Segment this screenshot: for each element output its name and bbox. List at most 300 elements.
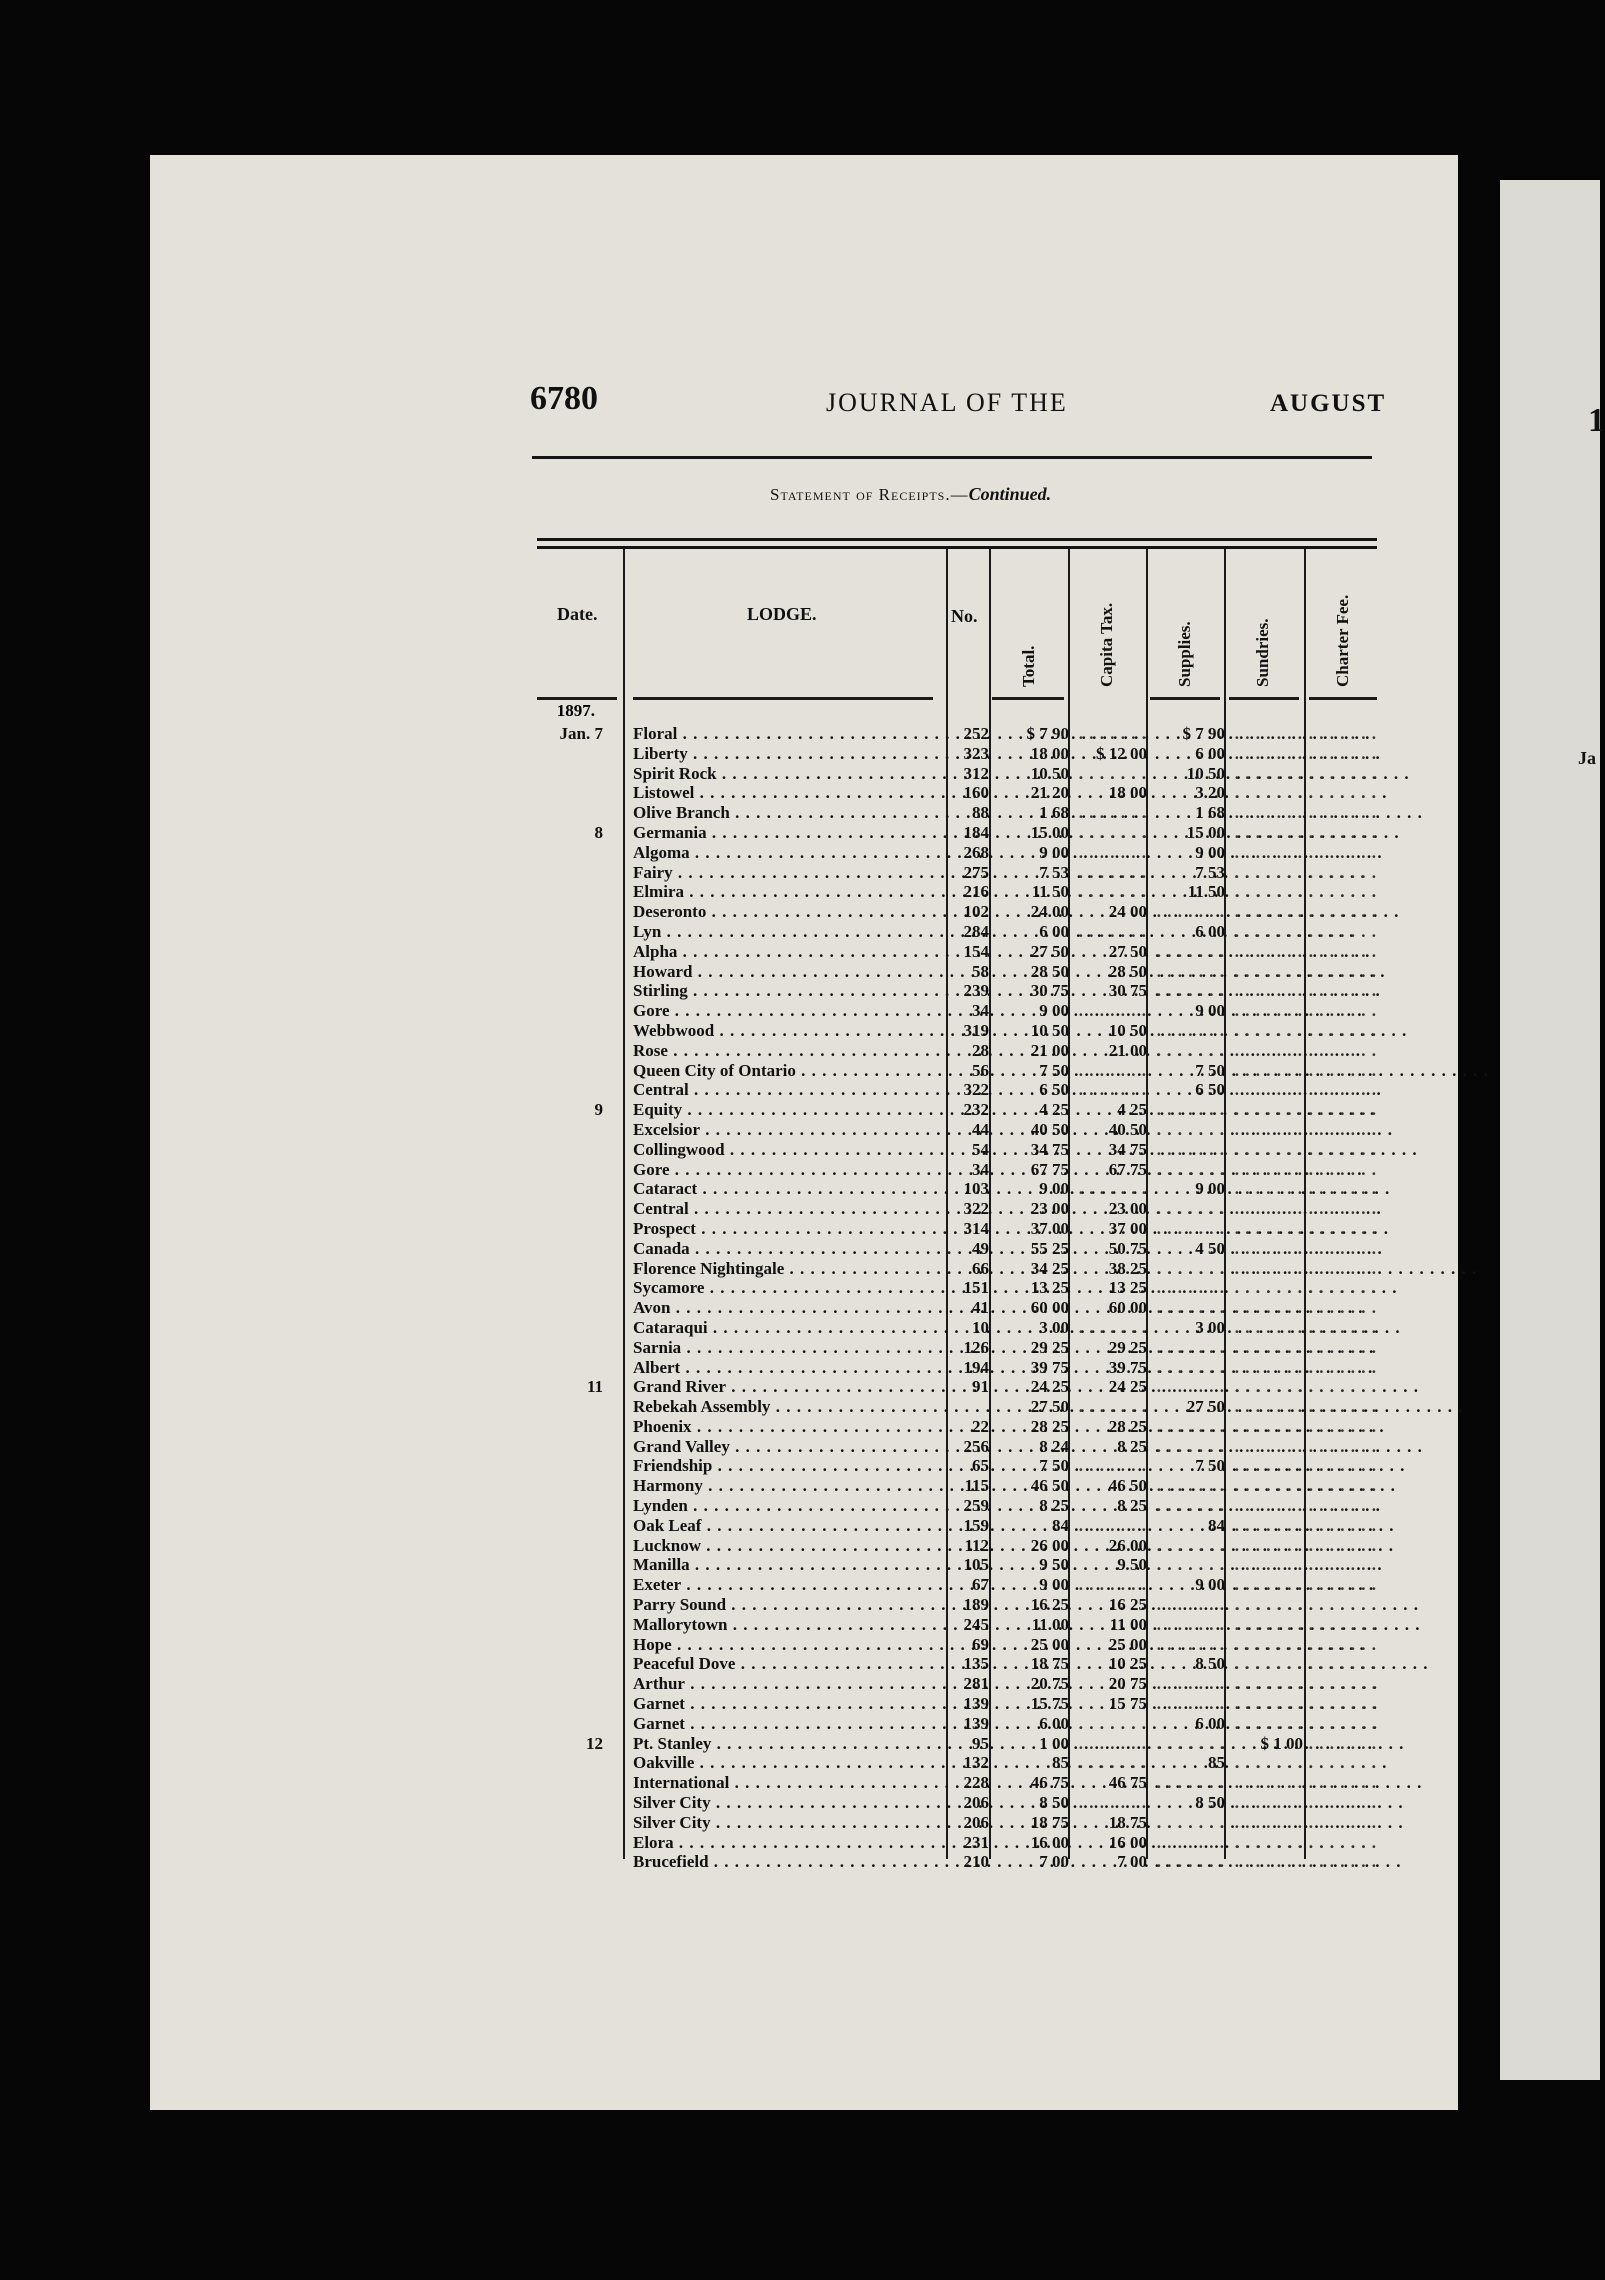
capita-tax-amount-leader: . . . . . . .: [1078, 862, 1147, 882]
total-amount: 37 00: [1030, 1218, 1069, 1238]
table-row: [537, 1061, 1377, 1081]
supplies-amount-leader: . . . . . . .: [1156, 1773, 1225, 1793]
page-number: 6780: [530, 380, 598, 417]
supplies-amount-leader: . . . . . . .: [1156, 981, 1225, 1001]
lodge-name: Phoenix . . .: [633, 1417, 943, 1437]
charter-fee-amount-leader: . . . . . . .: [1308, 882, 1377, 902]
header-underline-sundries: [1229, 697, 1299, 700]
total-amount: 40 50: [1030, 1119, 1069, 1139]
total-amount: 11 00: [1031, 1614, 1069, 1634]
lodge-number: 112: [964, 1535, 989, 1555]
charter-fee-amount-leader: . . . . . . .: [1308, 941, 1377, 961]
total-amount: 11 50: [1031, 882, 1069, 902]
table-row: [537, 1377, 1377, 1397]
total-amount: 46 75: [1030, 1773, 1069, 1793]
capita-tax-amount: 28 25: [1108, 1416, 1147, 1436]
table-top-rule: [537, 538, 1377, 541]
charter-fee-amount-leader: . . . . . . .: [1308, 961, 1377, 981]
charter-fee-amount-leader: . . . . . . .: [1308, 1753, 1377, 1773]
capita-tax-amount: 24 00: [1108, 902, 1147, 922]
date-cell: 8: [594, 822, 603, 842]
total-amount: 7 50: [1039, 1060, 1069, 1080]
table-row: [537, 1001, 1377, 1021]
year-label: 1897.: [556, 701, 595, 720]
capita-tax-amount: 18 75: [1108, 1812, 1147, 1832]
total-amount: 9 00: [1039, 1001, 1069, 1021]
capita-tax-amount: 18 00: [1108, 783, 1147, 803]
lodge-number: 231: [963, 1832, 989, 1852]
charter-fee-amount-leader: . . . . . . .: [1308, 1793, 1377, 1813]
table-row: [537, 1536, 1377, 1556]
capita-tax-amount: 20 75: [1108, 1674, 1147, 1694]
sundries-amount-leader: . . . . . . .: [1234, 1634, 1303, 1654]
date-cell: 11: [586, 1377, 603, 1397]
lodge-number: 28: [972, 1040, 989, 1060]
table-row: [537, 1417, 1377, 1437]
sundries-amount-leader: . . . . . . .: [1234, 1515, 1303, 1535]
table-body: [537, 724, 1377, 1872]
lodge-name: Central . . .: [633, 1199, 943, 1219]
date-cell: 9: [594, 1100, 603, 1120]
lodge-name: Silver City . . .: [633, 1793, 943, 1813]
supplies-amount: 3 20: [1195, 783, 1225, 803]
header-supplies: Supplies.: [1175, 621, 1194, 687]
charter-fee-amount-leader: . . . . . . .: [1308, 1476, 1377, 1496]
lodge-name: Mallorytown . . .: [633, 1615, 943, 1635]
total-amount: 1 00: [1039, 1733, 1069, 1753]
lodge-number: 228: [963, 1773, 989, 1793]
lodge-name: Hope . . .: [633, 1635, 943, 1655]
lodge-number: 135: [963, 1654, 989, 1674]
lodge-name: Stirling . . .: [633, 981, 943, 1001]
header-underline-total: [992, 697, 1064, 700]
sundries-amount-leader: . . . . . . .: [1234, 882, 1303, 902]
charter-fee-amount-leader: . . . . . . .: [1308, 1298, 1377, 1318]
capita-tax-amount: 8 25: [1117, 1436, 1147, 1456]
lodge-number: 95: [972, 1733, 989, 1753]
table-caption: [770, 484, 1051, 505]
table-row: [537, 1615, 1377, 1635]
adjacent-page-fragment-top: 1: [1588, 402, 1605, 439]
lodge-number: 322: [963, 1080, 989, 1100]
lodge-name: Avon . . .: [633, 1298, 943, 1318]
capita-tax-amount: 27 50: [1108, 941, 1147, 961]
total-amount: 6 50: [1039, 1080, 1069, 1100]
lodge-name: Algoma . . .: [633, 843, 943, 863]
capita-tax-amount-leader: . . . . . . .: [1078, 763, 1147, 783]
charter-fee-amount-leader: . . . . . . .: [1308, 822, 1377, 842]
sundries-amount-leader: . . . . . . .: [1234, 1614, 1303, 1634]
sundries-amount-leader: . . . . . . .: [1234, 1159, 1303, 1179]
table-row: [537, 1179, 1377, 1199]
lodge-name: Sycamore . . .: [633, 1278, 943, 1298]
charter-fee-amount-leader: . . . . . . .: [1308, 1812, 1377, 1832]
sundries-amount-leader: . . . . . . .: [1234, 1852, 1303, 1872]
sundries-amount-leader: . . . . . . .: [1234, 902, 1303, 922]
lodge-name: Spirit Rock . . .: [633, 764, 943, 784]
sundries-amount-leader: . . . . . . .: [1234, 1555, 1303, 1575]
charter-fee-amount-leader: . . . . . . .: [1308, 1317, 1377, 1337]
capita-tax-amount: 29 25: [1108, 1337, 1147, 1357]
sundries-amount-leader: . . . . . . .: [1234, 1416, 1303, 1436]
capita-tax-amount-leader: . . . . . . .: [1078, 842, 1147, 862]
total-amount: 10 50: [1030, 1020, 1069, 1040]
lodge-name: Silver City . . .: [633, 1813, 943, 1833]
lodge-name: Germania . . .: [633, 823, 943, 843]
capita-tax-amount: 50 75: [1108, 1238, 1147, 1258]
lodge-name: Grand River . . .: [633, 1377, 943, 1397]
total-amount: 7 50: [1039, 1456, 1069, 1476]
lodge-name: Sarnia . . .: [633, 1338, 943, 1358]
lodge-name: Lynden . . .: [633, 1496, 943, 1516]
supplies-amount-leader: . . . . . . .: [1156, 1377, 1225, 1397]
total-amount: 67 75: [1030, 1159, 1069, 1179]
sundries-amount-leader: . . . . . . .: [1234, 1793, 1303, 1813]
capita-tax-amount-leader: . . . . . . .: [1078, 803, 1147, 823]
total-amount: 20 75: [1030, 1674, 1069, 1694]
capita-tax-amount: 9 50: [1117, 1555, 1147, 1575]
table-row: [537, 1338, 1377, 1358]
total-amount: 6 00: [1039, 921, 1069, 941]
lodge-number: 216: [963, 882, 989, 902]
capita-tax-amount-leader: . . . . . . .: [1078, 882, 1147, 902]
charter-fee-amount-leader: . . . . . . .: [1308, 1060, 1377, 1080]
sundries-amount-leader: . . . . . . .: [1234, 1773, 1303, 1793]
sundries-amount-leader: . . . . . . .: [1234, 1456, 1303, 1476]
capita-tax-amount: 26 00: [1108, 1535, 1147, 1555]
lodge-number: 259: [963, 1496, 989, 1516]
lodge-number: 67: [972, 1575, 989, 1595]
sundries-amount-leader: . . . . . . .: [1234, 1199, 1303, 1219]
lodge-name: Liberty . . .: [633, 744, 943, 764]
sundries-amount-leader: . . . . . . .: [1234, 941, 1303, 961]
charter-fee-amount-leader: . . . . . . .: [1308, 1080, 1377, 1100]
capita-tax-amount-leader: . . . . . . .: [1078, 1515, 1147, 1535]
header-rule: [532, 456, 1372, 459]
total-amount: 3 00: [1039, 1317, 1069, 1337]
table-row: [537, 1674, 1377, 1694]
lodge-number: 268: [963, 842, 989, 862]
capita-tax-amount: 46 50: [1108, 1476, 1147, 1496]
charter-fee-amount-leader: . . . . . . .: [1308, 1337, 1377, 1357]
total-amount: 9 00: [1039, 1575, 1069, 1595]
total-amount: 27 50: [1030, 1397, 1069, 1417]
lodge-number: 206: [963, 1812, 989, 1832]
lodge-number: 126: [963, 1337, 989, 1357]
capita-tax-amount: 34 75: [1108, 1139, 1147, 1159]
charter-fee-amount-leader: . . . . . . .: [1308, 1040, 1377, 1060]
total-amount: 55 25: [1030, 1238, 1069, 1258]
sundries-amount-leader: . . . . . . .: [1234, 1119, 1303, 1139]
supplies-amount: 9 00: [1195, 1001, 1225, 1021]
supplies-amount: 8 50: [1195, 1654, 1225, 1674]
capita-tax-amount: 28 50: [1108, 961, 1147, 981]
table-row: [537, 902, 1377, 922]
table-row: [537, 882, 1377, 902]
table-row: [537, 1358, 1377, 1378]
capita-tax-amount-leader: . . . . . . .: [1078, 1793, 1147, 1813]
lodge-name: Howard . . .: [633, 962, 943, 982]
supplies-amount: 10 50: [1186, 763, 1225, 783]
supplies-amount: 85: [1208, 1753, 1225, 1773]
lodge-name: Excelsior . . .: [633, 1120, 943, 1140]
sundries-amount-leader: . . . . . . .: [1234, 1713, 1303, 1733]
supplies-amount: 7 53: [1195, 862, 1225, 882]
lodge-name: Harmony . . .: [633, 1476, 943, 1496]
lodge-number: 139: [963, 1713, 989, 1733]
charter-fee-amount-leader: . . . . . . .: [1308, 1020, 1377, 1040]
supplies-amount: 9 00: [1195, 1575, 1225, 1595]
sundries-amount-leader: . . . . . . .: [1234, 1337, 1303, 1357]
table-row: [537, 1318, 1377, 1338]
lodge-number: 103: [963, 1179, 989, 1199]
supplies-amount-leader: . . . . . . .: [1156, 1119, 1225, 1139]
capita-tax-amount: 7 00: [1117, 1852, 1147, 1872]
total-amount: 85: [1052, 1753, 1069, 1773]
supplies-amount-leader: . . . . . . .: [1156, 1674, 1225, 1694]
header-total: Total.: [1019, 645, 1038, 687]
supplies-amount-leader: . . . . . . .: [1156, 1337, 1225, 1357]
capita-tax-amount: 39 75: [1108, 1357, 1147, 1377]
lodge-number: 232: [963, 1100, 989, 1120]
lodge-name: Florence Nightingale . . .: [633, 1259, 943, 1279]
sundries-amount-leader: . . . . . . .: [1234, 842, 1303, 862]
lodge-number: 281: [963, 1674, 989, 1694]
lodge-name: Floral . . .: [633, 724, 943, 744]
lodge-name: Rebekah Assembly . . .: [633, 1397, 943, 1417]
sundries-amount-leader: . . . . . . .: [1234, 1654, 1303, 1674]
table-row: [537, 1021, 1377, 1041]
capita-tax-amount: $ 12 00: [1096, 743, 1147, 763]
sundries-amount-leader: . . . . . . .: [1234, 1595, 1303, 1615]
charter-fee-amount-leader: . . . . . . .: [1308, 1456, 1377, 1476]
supplies-amount-leader: . . . . . . .: [1156, 1733, 1225, 1753]
supplies-amount: 7 50: [1195, 1456, 1225, 1476]
lodge-number: 49: [972, 1238, 989, 1258]
supplies-amount: 6 50: [1195, 1080, 1225, 1100]
lodge-name: Queen City of Ontario . . .: [633, 1061, 943, 1081]
total-amount: 1 68: [1039, 803, 1069, 823]
capita-tax-amount: 38 25: [1108, 1258, 1147, 1278]
lodge-number: 22: [972, 1416, 989, 1436]
table-row: [537, 1694, 1377, 1714]
charter-fee-amount-leader: . . . . . . .: [1308, 1377, 1377, 1397]
total-amount: 28 50: [1030, 961, 1069, 981]
table-row: [537, 724, 1377, 744]
sundries-amount-leader: . . . . . . .: [1234, 743, 1303, 763]
total-amount: 84: [1052, 1515, 1069, 1535]
charter-fee-amount-leader: . . . . . . .: [1308, 1694, 1377, 1714]
capita-tax-amount-leader: . . . . . . .: [1078, 1179, 1147, 1199]
charter-fee-amount-leader: . . . . . . .: [1308, 1397, 1377, 1417]
charter-fee-amount-leader: . . . . . . .: [1308, 1199, 1377, 1219]
supplies-amount-leader: . . . . . . .: [1156, 1832, 1225, 1852]
lodge-name: Grand Valley . . .: [633, 1437, 943, 1457]
lodge-number: 194: [963, 1357, 989, 1377]
adjacent-page-fragment-mid: Ja: [1578, 748, 1596, 768]
sundries-amount-leader: . . . . . . .: [1234, 1476, 1303, 1496]
lodge-number: 252: [963, 724, 989, 743]
date-cell: Jan. 7: [559, 724, 603, 743]
capita-tax-amount-leader: . . . . . . .: [1078, 1575, 1147, 1595]
lodge-name: Fairy . . .: [633, 863, 943, 883]
table-row: [537, 1753, 1377, 1773]
total-amount: 46 50: [1030, 1476, 1069, 1496]
supplies-amount: 6 00: [1195, 743, 1225, 763]
lodge-number: 284: [963, 921, 989, 941]
lodge-name: Olive Branch . . .: [633, 803, 943, 823]
sundries-amount-leader: . . . . . . .: [1234, 1753, 1303, 1773]
capita-tax-amount-leader: . . . . . . .: [1078, 921, 1147, 941]
sundries-amount-leader: . . . . . . .: [1234, 1298, 1303, 1318]
total-amount: 34 75: [1030, 1139, 1069, 1159]
total-amount: 24 25: [1030, 1377, 1069, 1397]
sundries-amount-leader: . . . . . . .: [1234, 1397, 1303, 1417]
capita-tax-amount-leader: . . . . . . .: [1078, 1001, 1147, 1021]
total-amount: 21 20: [1030, 783, 1069, 803]
charter-fee-amount-leader: . . . . . . .: [1308, 1436, 1377, 1456]
capita-tax-amount: 11 00: [1109, 1614, 1147, 1634]
supplies-amount: 7 50: [1195, 1060, 1225, 1080]
charter-fee-amount-leader: . . . . . . .: [1308, 1218, 1377, 1238]
total-amount: 30 75: [1030, 981, 1069, 1001]
lodge-name: Garnet . . .: [633, 1694, 943, 1714]
sundries-amount-leader: . . . . . . .: [1234, 1060, 1303, 1080]
total-amount: 13 25: [1030, 1278, 1069, 1298]
total-amount: 28 25: [1030, 1416, 1069, 1436]
header-no: No.: [951, 606, 978, 626]
lodge-name: Gore . . .: [633, 1001, 943, 1021]
capita-tax-amount-leader: . . . . . . .: [1078, 822, 1147, 842]
lodge-name: Arthur . . .: [633, 1674, 943, 1694]
capita-tax-amount: 21 00: [1108, 1040, 1147, 1060]
table-row: [537, 1734, 1377, 1754]
supplies-amount: 1 68: [1195, 803, 1225, 823]
sundries-amount-leader: . . . . . . .: [1234, 1357, 1303, 1377]
total-amount: 34 25: [1030, 1258, 1069, 1278]
table-row: [537, 1100, 1377, 1120]
total-amount: 9 50: [1039, 1555, 1069, 1575]
supplies-amount-leader: . . . . . . .: [1156, 1634, 1225, 1654]
lodge-number: 56: [972, 1060, 989, 1080]
total-amount: 18 75: [1030, 1654, 1069, 1674]
charter-fee-amount-leader: . . . . . . .: [1308, 1634, 1377, 1654]
supplies-amount-leader: . . . . . . .: [1156, 1852, 1225, 1872]
sundries-amount-leader: . . . . . . .: [1234, 1100, 1303, 1120]
supplies-amount-leader: . . . . . . .: [1156, 1476, 1225, 1496]
supplies-amount: 3 00: [1195, 1317, 1225, 1337]
lodge-number: 66: [972, 1258, 989, 1278]
charter-fee-amount-leader: . . . . . . .: [1308, 1535, 1377, 1555]
lodge-number: 206: [963, 1793, 989, 1813]
lodge-name: Peaceful Dove . . .: [633, 1654, 943, 1674]
charter-fee-amount-leader: . . . . . . .: [1308, 1773, 1377, 1793]
charter-fee-amount-leader: . . . . . . .: [1308, 1258, 1377, 1278]
lodge-name: Canada . . .: [633, 1239, 943, 1259]
sundries-amount-leader: . . . . . . .: [1234, 1139, 1303, 1159]
supplies-amount-leader: . . . . . . .: [1156, 1595, 1225, 1615]
charter-fee-amount-leader: . . . . . . .: [1308, 1001, 1377, 1021]
capita-tax-amount: 16 25: [1108, 1595, 1147, 1615]
total-amount: 39 75: [1030, 1357, 1069, 1377]
table-row: [537, 1456, 1377, 1476]
capita-tax-amount: 8 25: [1117, 1496, 1147, 1516]
supplies-amount-leader: . . . . . . .: [1156, 1812, 1225, 1832]
header-capita-tax: Capita Tax.: [1097, 602, 1116, 687]
table-row: [537, 764, 1377, 784]
table-row: [537, 922, 1377, 942]
sundries-amount-leader: . . . . . . .: [1234, 724, 1303, 743]
table-row: [537, 962, 1377, 982]
total-amount: 8 24: [1039, 1436, 1069, 1456]
table-row: [537, 1239, 1377, 1259]
charter-fee-amount-leader: . . . . . . .: [1308, 842, 1377, 862]
lodge-name: Elmira . . .: [633, 882, 943, 902]
charter-fee-amount-leader: . . . . . . .: [1308, 724, 1377, 743]
lodge-name: Pt. Stanley . . .: [633, 1734, 943, 1754]
sundries-amount-leader: . . . . . . .: [1234, 1535, 1303, 1555]
lodge-number: 54: [972, 1139, 989, 1159]
lodge-name: Exeter . . .: [633, 1575, 943, 1595]
sundries-amount-leader: . . . . . . .: [1234, 803, 1303, 823]
lodge-number: 105: [963, 1555, 989, 1575]
sundries-amount-leader: . . . . . . .: [1234, 822, 1303, 842]
table-row: [537, 1476, 1377, 1496]
lodge-name: Brucefield . . .: [633, 1852, 943, 1872]
capita-tax-amount: 46 75: [1108, 1773, 1147, 1793]
capita-tax-amount: 60 00: [1108, 1298, 1147, 1318]
total-amount: 8 50: [1039, 1793, 1069, 1813]
header-sundries: Sundries.: [1253, 618, 1272, 687]
table-row: [537, 1041, 1377, 1061]
total-amount: $ 7 90: [1026, 724, 1069, 743]
charter-fee-amount-leader: . . . . . . .: [1308, 1555, 1377, 1575]
table-row: [537, 1397, 1377, 1417]
table-row: [537, 1278, 1377, 1298]
capita-tax-amount: 67 75: [1108, 1159, 1147, 1179]
sundries-amount-leader: . . . . . . .: [1234, 1377, 1303, 1397]
capita-tax-amount: 16 00: [1108, 1832, 1147, 1852]
lodge-name: Alpha . . .: [633, 942, 943, 962]
total-amount: 7 00: [1039, 1852, 1069, 1872]
capita-tax-amount: 13 25: [1108, 1278, 1147, 1298]
capita-tax-amount-leader: . . . . . . .: [1078, 1456, 1147, 1476]
receipts-table: [537, 549, 1377, 1872]
table-row: [537, 1793, 1377, 1813]
table-row: [537, 1160, 1377, 1180]
table-row: [537, 863, 1377, 883]
charter-fee-amount-leader: . . . . . . .: [1308, 1416, 1377, 1436]
total-amount: 26 00: [1030, 1535, 1069, 1555]
total-amount: 10 50: [1030, 763, 1069, 783]
table-row: [537, 1833, 1377, 1853]
charter-fee-amount-leader: . . . . . . .: [1308, 1100, 1377, 1120]
sundries-amount-leader: . . . . . . .: [1234, 1080, 1303, 1100]
lodge-number: 245: [963, 1614, 989, 1634]
sundries-amount-leader: . . . . . . .: [1234, 783, 1303, 803]
supplies-amount-leader: . . . . . . .: [1156, 1298, 1225, 1318]
lodge-number: 34: [972, 1159, 989, 1179]
lodge-name: Oakville . . .: [633, 1753, 943, 1773]
sundries-amount-leader: . . . . . . .: [1234, 862, 1303, 882]
supplies-amount-leader: . . . . . . .: [1156, 1357, 1225, 1377]
lodge-name: Friendship . . .: [633, 1456, 943, 1476]
lodge-name: Elora . . .: [633, 1833, 943, 1853]
total-amount: 29 25: [1030, 1337, 1069, 1357]
table-row: [537, 1219, 1377, 1239]
lodge-number: 102: [963, 902, 989, 922]
charter-fee-amount-leader: . . . . . . .: [1308, 1852, 1377, 1872]
